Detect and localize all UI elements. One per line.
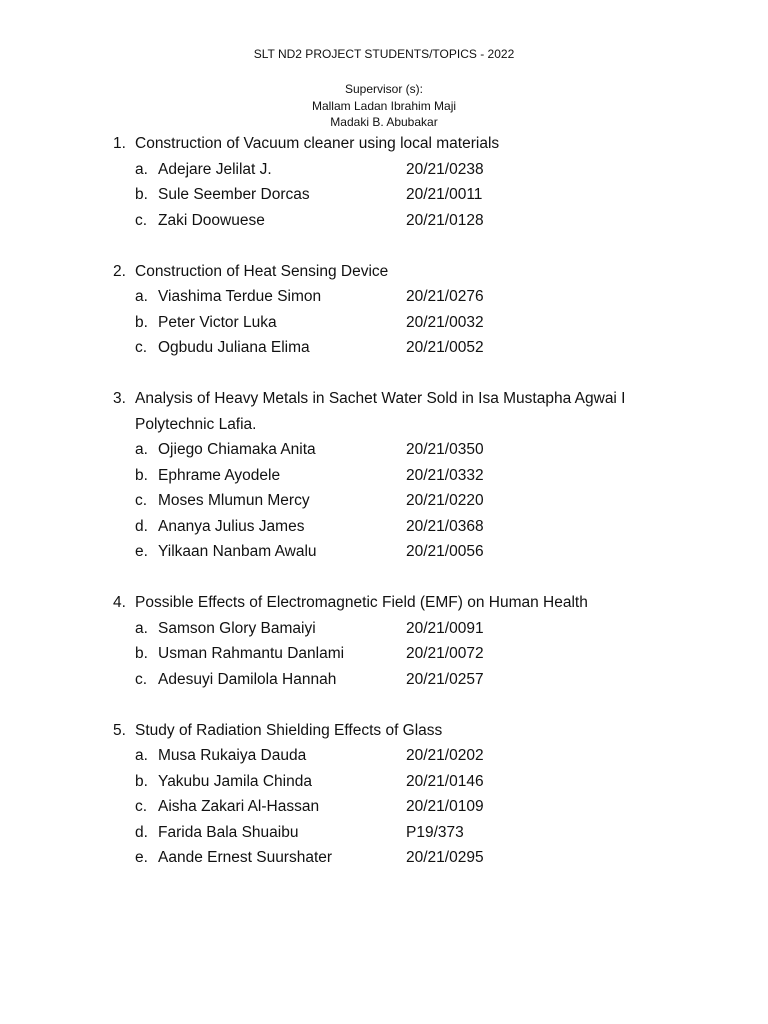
student-row: [0, 794, 768, 820]
topic-title: Study of Radiation Shielding Effects of Glass: [135, 721, 443, 739]
student-name: Yilkaan Nanbam Awalu: [158, 543, 317, 560]
student-row: [0, 743, 768, 769]
student-name: Ephrame Ayodele: [158, 466, 281, 484]
topic-item: [0, 386, 768, 565]
student-letter: e.: [135, 849, 148, 866]
student-name: Moses Mlumun Mercy: [158, 492, 310, 509]
topic-heading: [0, 131, 768, 157]
student-reg-number: 20/21/0295: [406, 849, 484, 866]
student-reg-number: P19/373: [406, 823, 464, 841]
student-letter: a.: [135, 160, 148, 178]
student-reg-number: 20/21/0011: [406, 186, 483, 203]
student-reg-number: 20/21/0128: [406, 211, 484, 229]
student-reg-number: 20/21/0350: [406, 441, 484, 458]
student-row: [0, 182, 768, 208]
student-row: [0, 845, 768, 871]
topic-title: Construction of Heat Sensing Device: [135, 262, 389, 280]
topic-title: Polytechnic Lafia.: [135, 415, 257, 433]
student-name: Farida Bala Shuaibu: [158, 823, 299, 841]
topic-title: Construction of Vacuum cleaner using local materials: [135, 135, 500, 152]
student-letter: a.: [135, 288, 148, 305]
student-letter: c.: [135, 211, 148, 229]
student-letter: c.: [135, 670, 148, 688]
student-name: Aisha Zakari Al-Hassan: [158, 798, 320, 815]
student-letter: b.: [135, 645, 148, 662]
topic-number: 1.: [113, 135, 126, 152]
topic-number: 3.: [113, 390, 126, 407]
topic-item: [0, 590, 768, 692]
student-row: [0, 335, 768, 361]
student-row: [0, 769, 768, 795]
student-name: Peter Victor Luka: [158, 313, 277, 331]
student-reg-number: 20/21/0146: [406, 772, 484, 790]
student-reg-number: 20/21/0238: [406, 160, 484, 178]
student-name: Ananya Julius James: [158, 517, 305, 535]
topic-title: Possible Effects of Electromagnetic Field (EMF) on Human Health: [135, 594, 588, 611]
student-reg-number: 20/21/0368: [406, 517, 484, 535]
student-row: [0, 463, 768, 489]
student-letter: d.: [135, 823, 148, 841]
student-name: Adesuyi Damilola Hannah: [158, 670, 337, 688]
topic-number: 4.: [113, 594, 126, 611]
student-name: Sule Seember Dorcas: [158, 186, 310, 203]
topic-number: 2.: [113, 262, 126, 280]
topic-item: [0, 718, 768, 871]
topic-number: 5.: [113, 721, 126, 739]
topic-item: [0, 259, 768, 361]
topic-title: Analysis of Heavy Metals in Sachet Water Sold in Isa Mustapha Agwai I: [135, 390, 626, 407]
student-row: [0, 157, 768, 183]
student-letter: e.: [135, 543, 148, 560]
student-row: [0, 539, 768, 565]
student-name: Aande Ernest Suurshater: [158, 849, 333, 866]
student-row: [0, 284, 768, 310]
topic-list: [0, 131, 768, 896]
student-row: [0, 820, 768, 846]
student-name: Ogbudu Juliana Elima: [158, 339, 310, 356]
student-reg-number: 20/21/0332: [406, 466, 484, 484]
student-reg-number: 20/21/0056: [406, 543, 484, 560]
student-name: Ojiego Chiamaka Anita: [158, 441, 316, 458]
student-name: Zaki Doowuese: [158, 211, 265, 229]
student-row: [0, 310, 768, 336]
supervisor-name: Mallam Ladan Ibrahim Maji: [311, 98, 457, 113]
student-letter: c.: [135, 798, 148, 815]
student-reg-number: 20/21/0091: [406, 619, 484, 637]
student-reg-number: 20/21/0276: [406, 288, 484, 305]
student-name: Adejare Jelilat J.: [158, 160, 272, 178]
student-row: [0, 616, 768, 642]
student-row: [0, 641, 768, 667]
student-name: Musa Rukaiya Dauda: [158, 747, 307, 764]
student-name: Samson Glory Bamaiyi: [158, 619, 316, 637]
student-name: Yakubu Jamila Chinda: [158, 772, 312, 790]
topic-heading: [0, 386, 768, 437]
student-row: [0, 514, 768, 540]
student-letter: b.: [135, 466, 148, 484]
student-reg-number: 20/21/0072: [406, 645, 484, 662]
topic-heading: [0, 259, 768, 285]
document-title: SLT ND2 PROJECT STUDENTS/TOPICS - 2022: [253, 47, 515, 61]
supervisor-label: Supervisor (s):: [344, 82, 424, 96]
student-reg-number: 20/21/0220: [406, 492, 484, 509]
student-reg-number: 20/21/0032: [406, 313, 484, 331]
student-letter: c.: [135, 492, 148, 509]
student-name: Usman Rahmantu Danlami: [158, 645, 345, 662]
student-letter: c.: [135, 339, 148, 356]
student-reg-number: 20/21/0109: [406, 798, 484, 815]
student-letter: d.: [135, 517, 148, 535]
student-letter: a.: [135, 747, 148, 764]
topic-heading: [0, 590, 768, 616]
student-reg-number: 20/21/0257: [406, 670, 484, 688]
student-reg-number: 20/21/0202: [406, 747, 484, 764]
student-reg-number: 20/21/0052: [406, 339, 484, 356]
student-row: [0, 488, 768, 514]
student-letter: b.: [135, 313, 148, 331]
student-letter: b.: [135, 772, 148, 790]
student-name: Viashima Terdue Simon: [158, 288, 322, 305]
topic-item: [0, 131, 768, 233]
supervisor-name: Madaki B. Abubakar: [330, 115, 438, 129]
student-row: [0, 667, 768, 693]
student-letter: b.: [135, 186, 148, 203]
student-letter: a.: [135, 441, 148, 458]
student-letter: a.: [135, 619, 148, 637]
supervisor-block: [0, 81, 768, 131]
topic-heading: [0, 718, 768, 744]
student-row: [0, 437, 768, 463]
student-row: [0, 208, 768, 234]
